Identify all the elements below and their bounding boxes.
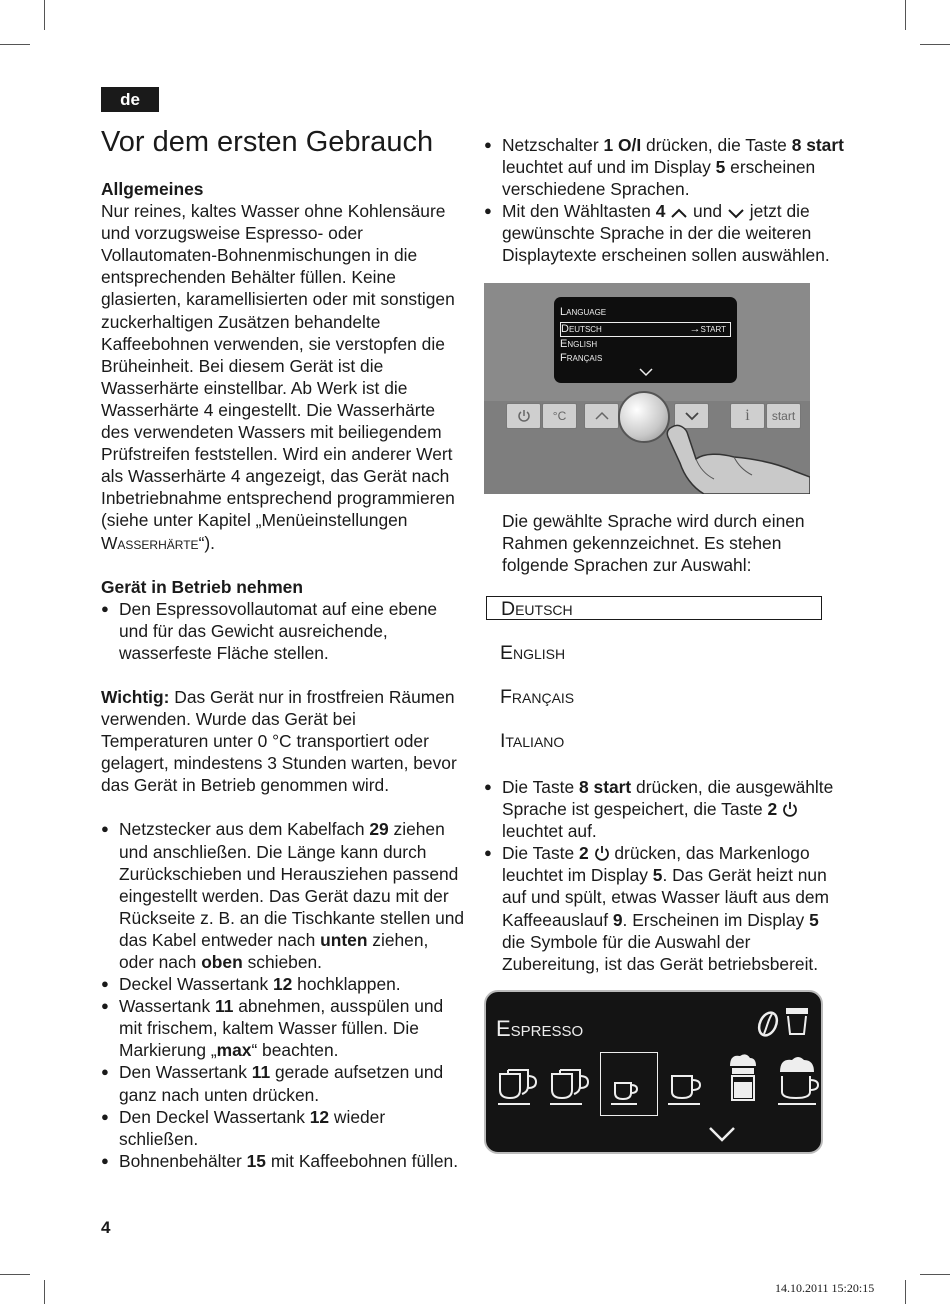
up-button[interactable] <box>584 403 619 429</box>
temperature-button[interactable]: °C <box>542 403 577 429</box>
crop-mark <box>920 1274 950 1275</box>
control-panel-photo <box>484 283 810 494</box>
display-title: Espresso <box>496 1016 584 1041</box>
list-item: ● Netzstecker aus dem Kabelfach 29 ziehen und anschließen. Die Länge kann durch Zurückschieben und Herausziehen passend eingestellt werden. Das Gerät dazu mit der Rückseite z. B. an die Tischkante stellen und das Kabel entweder nach unten ziehen, oder nach oben schieben. <box>101 818 466 973</box>
display-item: English <box>560 338 598 350</box>
latte-glass-icon <box>720 1052 776 1114</box>
display-item: Français <box>560 352 603 364</box>
list-item: ● Den Espressovollautomat auf eine ebene und für das Gewicht ausreichende, wasserfeste Fläche stellen. <box>101 598 466 664</box>
coffee-cup-icon <box>662 1052 718 1114</box>
crop-mark <box>920 44 950 45</box>
display-heading: Language <box>560 306 607 318</box>
bean-icon <box>756 1010 780 1038</box>
crop-mark <box>0 1274 30 1275</box>
page-number: 4 <box>101 1218 111 1237</box>
display-item-selected: Deutsch →start <box>560 322 731 337</box>
crop-mark <box>905 1280 906 1304</box>
list-item: ● Deckel Wassertank 12 hochklappen. <box>101 973 466 995</box>
list-item: ● Den Wassertank 11 gerade aufsetzen und ganz nach unten drücken. <box>101 1061 466 1105</box>
paragraph-wichtig: Wichtig: Das Gerät nur in frostfreien Räumen verwenden. Wurde das Gerät bei Temperaturen unter 0 °C transportiert oder gelagert, mindestens 3 Stunden warten, bevor das Gerät in Betrieb genommen wird. <box>101 686 457 796</box>
chevron-up-icon <box>670 207 688 219</box>
list-item: ● Mit den Wähltasten 4 und jetzt die gewünschte Sprache in der die weiteren Displaytexte erscheinen sollen auswählen. <box>484 200 844 266</box>
crop-mark <box>44 1280 45 1304</box>
language-tab: de <box>101 87 159 112</box>
double-cup-icon <box>546 1052 602 1114</box>
drink-option[interactable] <box>546 1052 602 1114</box>
paragraph-frame: Die gewählte Sprache wird durch einen Rahmen gekennzeichnet. Es stehen folgende Sprachen zur Auswahl: <box>502 511 805 576</box>
espresso-cup-icon <box>601 1053 657 1115</box>
language-option: Français <box>500 686 575 708</box>
drink-option[interactable] <box>774 1052 830 1114</box>
page-title: Vor dem ersten Gebrauch <box>101 126 434 158</box>
drink-option[interactable] <box>662 1052 718 1114</box>
list-item: ● Die Taste 8 start drücken, die ausgewählte Sprache ist gespeichert, die Taste 2 leuchtet auf. <box>484 776 844 842</box>
chevron-down-icon <box>638 367 654 377</box>
drink-option[interactable] <box>494 1052 550 1114</box>
pointing-hand-icon <box>664 423 810 494</box>
crop-mark <box>44 0 45 30</box>
section-heading-allgemeines: Allgemeines <box>101 179 204 199</box>
language-display <box>554 297 737 383</box>
language-option: English <box>500 642 566 664</box>
left-column <box>101 178 466 1172</box>
crop-mark <box>0 44 30 45</box>
power-icon <box>782 801 798 817</box>
chevron-down-icon <box>684 411 700 421</box>
cappuccino-cup-icon <box>774 1052 830 1114</box>
power-button[interactable] <box>506 403 541 429</box>
right-column-bottom <box>484 776 844 975</box>
start-button[interactable]: start <box>766 403 801 429</box>
right-column-top <box>484 134 844 267</box>
power-icon <box>517 409 531 423</box>
drink-option-selected[interactable] <box>600 1052 658 1116</box>
drink-selection <box>486 1052 825 1118</box>
power-icon <box>594 845 610 861</box>
print-timestamp: 14.10.2011 15:20:15 <box>775 1281 875 1295</box>
list-item: ● Bohnenbehälter 15 mit Kaffeebohnen füllen. <box>101 1150 466 1172</box>
double-cup-icon <box>494 1052 550 1114</box>
drink-option[interactable] <box>720 1052 776 1114</box>
list-item: ● Wassertank 11 abnehmen, ausspülen und mit frischem, kaltem Wasser füllen. Die Markierung „max“ beachten. <box>101 995 466 1061</box>
espresso-display <box>484 990 823 1154</box>
list-item: ● Den Deckel Wassertank 12 wieder schließen. <box>101 1106 466 1150</box>
rotary-dial[interactable] <box>618 391 670 443</box>
language-option-selected: Deutsch <box>486 596 822 620</box>
language-option: Italiano <box>500 730 565 752</box>
list-item: ● Die Taste 2 drücken, das Markenlogo leuchtet im Display 5. Das Gerät heizt nun auf und spült, etwas Wasser läuft aus dem Kaffeeauslauf 9. Erscheinen im Display 5 die Symbole für die Auswahl der Zubereitung, ist das Gerät betriebsbereit. <box>484 842 844 975</box>
section-heading-betrieb: Gerät in Betrieb nehmen <box>101 576 303 597</box>
crop-mark <box>905 0 906 30</box>
water-cup-icon <box>784 1006 810 1038</box>
chevron-down-icon <box>727 207 745 219</box>
info-button[interactable]: i <box>730 403 765 429</box>
chevron-down-icon <box>708 1126 736 1142</box>
paragraph-allgemeines: Nur reines, kaltes Wasser ohne Kohlensäure und vorzugsweise Espresso- oder Vollautomaten-Bohnenmischungen in die entsprechenden Behälter füllen. Keine glasierten, karamellisierten oder mit sonstigen zuckerhaltigen Zusätzen behandelte Kaffeebohnen verwenden, sie verstopfen die Brüheinheit. Bei diesem Gerät ist die Wasserhärte einstellbar. Ab Werk ist die Wasserhärte 4 eingestellt. Die Wasserhärte des verwendeten Wassers mit beiliegendem Prüfstreifen feststellen. Wird ein anderer Wert als Wasserhärte 4 angezeigt, das Gerät nach Inbetriebnahme entsprechend programmieren (siehe unter Kapitel „Menüeinstellungen Wasserhärte“). <box>101 201 455 553</box>
list-item: ● Netzschalter 1 O/I drücken, die Taste 8 start leuchtet auf und im Display 5 erscheinen verschiedene Sprachen. <box>484 134 844 200</box>
chevron-up-icon <box>594 411 610 421</box>
